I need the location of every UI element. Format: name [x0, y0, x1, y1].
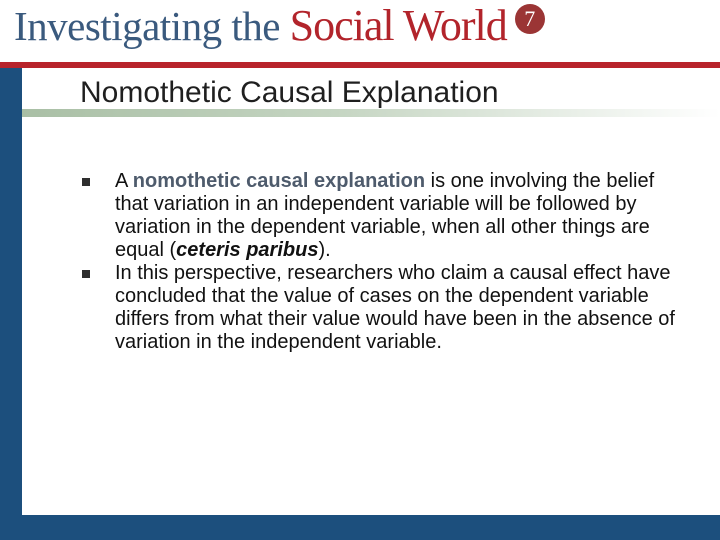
bottom-frame-bar [22, 515, 720, 540]
bullet-list [80, 170, 680, 354]
slide-title: Nomothetic Causal Explanation [80, 76, 499, 109]
bullet-1-latin-term: ceteris paribus [176, 239, 319, 261]
bullet-2-body: In this perspective, researchers who claim a causal effect have concluded that the value of cases on the dependent variable differs from what their value would have been in the absence of variation in the independent variable. [115, 262, 675, 353]
bullet-1-end: ). [318, 239, 331, 261]
bullet-item-1 [80, 170, 680, 262]
book-title-part2: Social World [289, 1, 507, 50]
bullet-1-body: is one involving the belief that variation in an independent variable will be followed by variation in the dependent variable, when all other things are equal ( [115, 170, 655, 261]
book-title-part1: Investigating the [14, 3, 290, 49]
book-title [14, 1, 545, 50]
edition-badge-icon: 7 [515, 4, 545, 34]
bullet-1-lead: A [115, 170, 133, 192]
left-frame-bar [0, 68, 22, 540]
header-banner [0, 0, 720, 62]
bullet-1-key-term: nomothetic causal explanation [132, 170, 426, 192]
bullet-item-2 [80, 262, 680, 354]
header-red-bar [0, 62, 720, 68]
square-bullet-icon [82, 270, 90, 278]
square-bullet-icon [82, 178, 90, 186]
title-underline-rule [22, 109, 720, 117]
